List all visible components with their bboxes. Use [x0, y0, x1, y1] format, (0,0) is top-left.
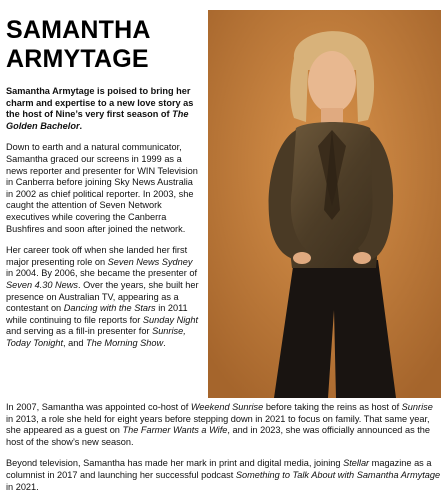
text: . — [163, 337, 166, 348]
career-growth-paragraph — [6, 245, 202, 349]
intro-text: Samantha Armytage is poised to bring her charm and expertise to a new love story as the host of Nine’s very first season of — [6, 86, 194, 120]
title-line-1: SAMANTHA — [6, 16, 151, 44]
media-paragraph — [6, 458, 442, 493]
text: in 2013, a role she held for eight years before stepping down in 2021 to focus on family. That same year, she appeared as a guest on — [6, 413, 430, 436]
show-title: Sunday Night — [142, 314, 199, 325]
show-title: Weekend Sunrise — [190, 402, 264, 412]
show-title: Seven 4.30 News — [6, 279, 79, 290]
intro-paragraph — [6, 86, 202, 132]
show-title: The Farmer Wants a Wife — [122, 425, 228, 436]
text: . Over the years, she built her presence on Australian TV, appearing as a contestant on — [6, 279, 199, 314]
show-title-golden-bachelor: The Golden Bachelor — [6, 109, 189, 131]
podcast-title: Something to Talk About with Samantha Armytage — [235, 469, 441, 480]
text: Her career took off when she landed her first major presenting role on — [6, 245, 188, 267]
text: , and in 2023, she was officially announced as the host of the show’s new season. — [6, 425, 430, 447]
show-title: Dancing with the Stars — [63, 303, 156, 314]
text: in 2021. — [6, 481, 39, 492]
page-title — [6, 16, 196, 74]
text: In 2007, Samantha was appointed co-host of — [6, 402, 191, 412]
show-title: Seven News Sydney — [107, 256, 193, 267]
early-career-paragraph: Down to earth and a natural communicator, Samantha graced our screens in 1999 as a news reporter and presenter for WIN Television in Canberra before joining Sky News Australia in 2002 as chief political reporter. In 2003, she caught the attention of Seven Network executives while covering the Canberra Bushfires and soon after joined the network. — [6, 142, 198, 234]
text: in 2004. By 2006, she became the presenter of — [6, 268, 198, 279]
show-title: The Morning Show — [86, 337, 164, 348]
portrait-photo — [208, 10, 441, 398]
text: and serving as a fill-in presenter for — [6, 326, 153, 337]
text: , and — [63, 337, 87, 348]
bio-bottom-section — [6, 402, 442, 503]
show-title: Sunrise, Today Tonight — [6, 326, 186, 348]
text: in 2011 while continuing to file reports for — [6, 303, 188, 325]
sunrise-paragraph — [6, 402, 442, 448]
magazine-title: Stellar — [343, 458, 370, 469]
show-title: Sunrise — [401, 402, 433, 412]
title-line-2: ARMYTAGE — [6, 45, 149, 73]
bio-left-column — [6, 86, 202, 359]
text: Beyond television, Samantha has made her mark in print and digital media, joining — [6, 458, 344, 469]
text: magazine as a columnist in 2017 and launching her successful podcast — [6, 458, 432, 480]
text: before taking the reins as host of — [263, 402, 402, 412]
intro-text-end: . — [79, 120, 83, 131]
portrait-illustration — [208, 10, 441, 398]
